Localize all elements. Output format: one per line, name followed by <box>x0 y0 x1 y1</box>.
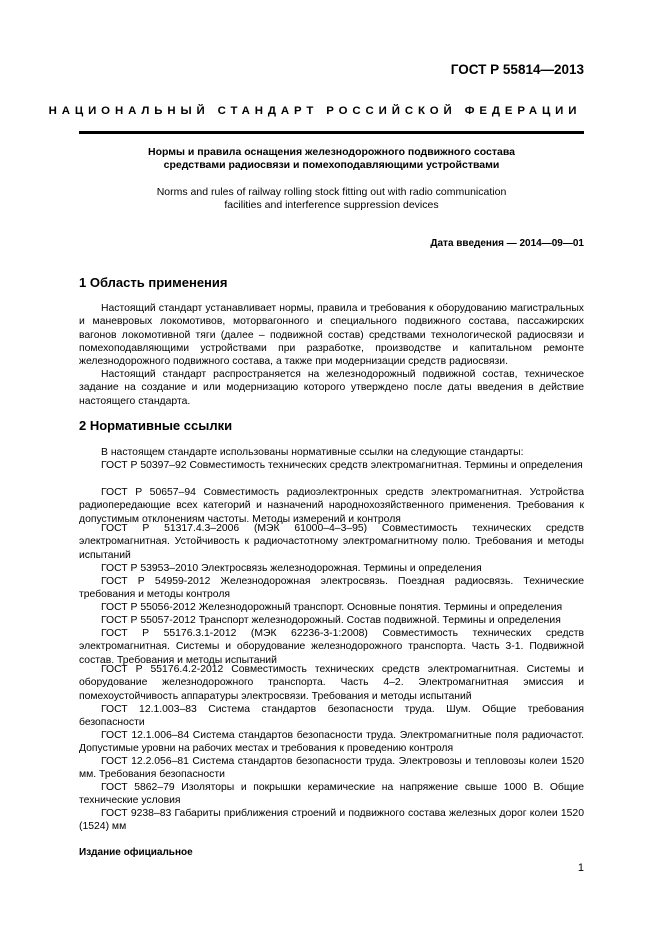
reference-item: ГОСТ Р 51317.4.3–2006 (МЭК 61000–4–3–95) Совместимость технических средств электромагнитная. Устойчивость к радиочастотному электромагнитному полю. Требования и методы испытаний <box>79 523 584 561</box>
official-edition-note: Издание официальное <box>79 847 193 858</box>
title-russian-line-1: Нормы и правила оснащения железнодорожного подвижного состава <box>147 146 515 158</box>
reference-item: ГОСТ 5862–79 Изоляторы и покрышки керамические на напряжение свыше 1000 В. Общие технические условия <box>79 782 584 807</box>
section-1-paragraph-2: Настоящий стандарт распространяется на железнодорожный подвижной состав, техническое задание на создание и или модернизацию которого утверждено после даты введения в действие настоящего стандарта. <box>79 369 584 407</box>
section-2-heading: 2 Нормативные ссылки <box>79 418 233 433</box>
reference-item: ГОСТ Р 50397–92 Совместимость технических средств электромагнитная. Термины и определения <box>101 460 583 471</box>
section-1-paragraph-1: Настоящий стандарт устанавливает нормы, правила и требования к оборудованию магистральных и маневровых локомотивов, моторвагонного и специального подвижного состава, пассажирских вагонов локомотивной тяги (далее – подвижной состав) средствами технологической радиосвязи и помехоподавляющими устройствами при разработке, производстве и капитальном ремонте железнодорожного подвижного состава, а также при модернизации средств радиосвязи. <box>79 303 584 367</box>
title-english-line-2: facilities and interference suppression devices <box>224 199 439 211</box>
reference-item: ГОСТ 12.1.003–83 Система стандартов безопасности труда. Шум. Общие требования безопасности <box>79 704 584 729</box>
reference-item: ГОСТ Р 55176.4.2-2012 Совместимость технических средств электромагнитная. Системы и оборудование железнодорожного транспорта. Часть 4–2. Электромагнитная эмиссия и помехоустойчивость аппаратуры электросвязи. Требования и методы испытаний <box>79 664 584 702</box>
standard-code: ГОСТ Р 55814—2013 <box>450 62 584 77</box>
section-2-intro: В настоящем стандарте использованы нормативные ссылки на следующие стандарты: <box>101 447 524 458</box>
reference-item: ГОСТ 9238–83 Габариты приближения строений и подвижного состава железных дорог колеи 1520 (1524) мм <box>79 808 584 833</box>
reference-item: ГОСТ Р 55056-2012 Железнодорожный транспорт. Основные понятия. Термины и определения <box>101 602 563 613</box>
reference-item: ГОСТ 12.2.056–81 Система стандартов безопасности труда. Электровозы и тепловозы колеи 1520 мм. Требования безопасности <box>79 756 584 781</box>
reference-item: ГОСТ Р 54959-2012 Железнодорожная электросвязь. Поездная радиосвязь. Технические требования и методы контроля <box>79 576 584 601</box>
introduction-date: Дата введения — 2014—09—01 <box>430 238 584 249</box>
reference-item: ГОСТ Р 55057-2012 Транспорт железнодорожный. Состав подвижной. Термины и определения <box>101 615 561 626</box>
title-divider <box>79 131 584 134</box>
reference-item: ГОСТ Р 53953–2010 Электросвязь железнодорожная. Термины и определения <box>101 563 482 574</box>
reference-item: ГОСТ 12.1.006–84 Система стандартов безопасности труда. Электромагнитные поля радиочастот. Допустимые уровни на рабочих местах и требования к проведению контроля <box>79 730 584 755</box>
title-russian-line-2: средствами радиосвязи и помехоподавляющими устройствами <box>163 159 500 171</box>
page-number: 1 <box>577 862 584 874</box>
title-russian <box>79 146 584 172</box>
national-standard-banner: НАЦИОНАЛЬНЫЙ СТАНДАРТ РОССИЙСКОЙ ФЕДЕРАЦИИ <box>48 105 582 117</box>
reference-item: ГОСТ Р 50657–94 Совместимость радиоэлектронных средств электромагнитная. Устройства радиопередающие всех категорий и назначений народнохозяйственного применения. Требования к допустимым отклонениям частоты. Методы измерений и контроля <box>79 487 584 525</box>
title-english <box>79 186 584 212</box>
title-english-line-1: Norms and rules of railway rolling stock fitting out with radio communication <box>156 186 507 198</box>
reference-item: ГОСТ Р 55176.3.1-2012 (МЭК 62236-3-1:2008) Совместимость технических средств электромагнитная. Системы и оборудование железнодорожного транспорта. Часть 3-1. Подвижной состав. Требования и методы испытаний <box>79 628 584 666</box>
section-1-heading: 1 Область применения <box>79 275 228 290</box>
